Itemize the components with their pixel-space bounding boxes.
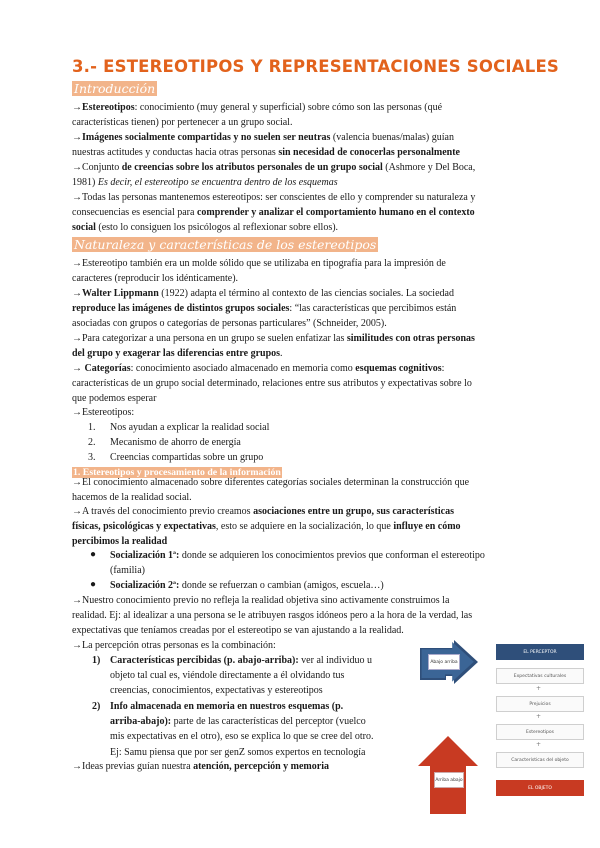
diagram-box-prejuicios: Prejuicios [496,696,584,712]
section-procesamiento-label: 1. Estereotipos y procesamiento de la información [73,467,281,478]
combination-item-1: Características percibidas (p. abajo-arriba): ver al individuo u objeto tal cual es, viéndole directamente a él olvidando tus creencias, conocimientos, expectativas y estereotipos [110,655,372,697]
section-heading-intro [72,80,157,98]
naturaleza-paragraph-3: →Para categorizar a una persona en un grupo se suelen enfatizar las similitudes con otras personas del grupo y exagerar las diferencias entre grupos. [72,333,475,360]
bullet-socializacion-2: Socialización 2ª: donde se refuerzan o cambian (amigos, escuela…) [110,580,384,591]
procesamiento-paragraph-2: →A través del conocimiento previo creamos asociaciones entre un grupo, sus características físicas, psicológicas y expectativas, esto se adquiere en la socialización, lo que influye en cómo percibimos la realidad [72,506,461,548]
diagram-box-expectativas: Expectativas culturales [496,668,584,684]
intro-paragraph-2: →Imágenes socialmente compartidas y no suelen ser neutras (valencia buenas/malas) guían nuestras actitudes y conductas hacia otras personas sin necesidad de conocerlas personalmente [72,132,460,159]
section-heading-naturaleza [72,236,378,254]
intro-paragraph-4: →Todas las personas mantenemos estereotipos: ser conscientes de ello y comprender su naturaleza y consecuencias es esencial para comprender y analizar el comportamiento humano en el contexto social (esto lo consiguen los psicólogos al reflexionar sobre ellos). [72,192,476,234]
arrow-up-icon [416,640,480,720]
procesamiento-paragraph-5: →Ideas previas guían nuestra atención, percepción y memoria [72,761,329,772]
naturaleza-paragraph-1: →Estereotipo también era un molde sólido que se utilizaba en tipografía para la impresión de caracteres (reproducir los idénticamente). [72,258,446,285]
diagram-box-caracteristicas: Características del objeto [496,752,584,768]
procesamiento-paragraph-1: →El conocimiento almacenado sobre diferentes categorías sociales determinan la construcción que hacemos de la realidad social. [72,477,470,504]
list-item-number: 1. [88,422,96,433]
section-intro-label: Introducción [74,81,156,96]
item-number: 1) [92,655,101,666]
naturaleza-paragraph-4: → Categorías: conocimiento asociado almacenado en memoria como esquemas cognitivos: características de un grupo social determinado, relaciones entre sus atributos y expectativas sobre lo que podemos esperar [72,363,472,405]
bullet-socializacion-1: Socialización 1ª: donde se adquieren los conocimientos previos que conforman el estereotipo (familia) [110,550,485,577]
section-naturaleza-label: Naturaleza y características de los estereotipos [74,237,377,252]
procesamiento-paragraph-3: →Nuestro conocimiento previo no refleja la realidad objetiva sino activamente construimos la realidad. Ej: al idealizar a una persona se le atribuyen rasgos idóneos pero a la hora de la verdad, las expectativas que teníamos creadas por el estereotipo se van ajustando a la realidad. [72,595,473,637]
diagram-box-estereotipos: Estereotipos [496,724,584,740]
list-item: Mecanismo de ahorro de energía [110,437,241,448]
naturaleza-paragraph-2: →Walter Lippmann (1922) adapta el término al contexto de las ciencias sociales. La sociedad reproduce las imágenes de distintos grupos sociales: “las características que percibimos están asociadas con grupos o categorías de personas particulares” (Schneider, 2005). [72,288,457,330]
list-item-number: 3. [88,452,96,463]
page-title: 3.- ESTEREOTIPOS Y REPRESENTACIONES SOCIALES [72,57,559,76]
list-item: Nos ayudan a explicar la realidad social [110,422,270,433]
perception-diagram [416,640,591,820]
plus-icon: + [536,741,542,748]
naturaleza-paragraph-5: →Estereotipos: [72,407,135,418]
procesamiento-paragraph-4: →La percepción otras personas es la combinación: [72,640,276,651]
arrow-down-label: Arriba abajo [434,772,464,788]
combination-item-2: Info almacenada en memoria en nuestros esquemas (p. arriba-abajo): parte de las características del perceptor (vuelco mis expectativas en el otro), eso se explica lo que se cree del otro. Ej: Samu piensa que por ser genZ somos expertos en tecnología [110,701,374,758]
bullet-dot-icon: ● [90,549,97,560]
intro-paragraph-3: →Conjunto de creencias sobre los atributos personales de un grupo social (Ashmore y Del Boca, 1981) Es decir, el estereotipo se encuentra dentro de los esquemas [72,162,476,189]
bullet-dot-icon: ● [90,579,97,590]
intro-paragraph-1: →Estereotipos: conocimiento (muy general y superficial) sobre cómo son las personas (qué características tienen) por pertenecer a un grupo social. [72,102,443,129]
plus-icon: + [536,713,542,720]
item-number: 2) [92,701,101,712]
list-item: Creencias compartidas sobre un grupo [110,452,264,463]
diagram-box-objeto: EL OBJETO [496,780,584,796]
diagram-box-perceptor: EL PERCEPTOR [496,644,584,660]
arrow-up-label: Abajo arriba [428,654,460,670]
list-item-number: 2. [88,437,96,448]
plus-icon: + [536,685,542,692]
